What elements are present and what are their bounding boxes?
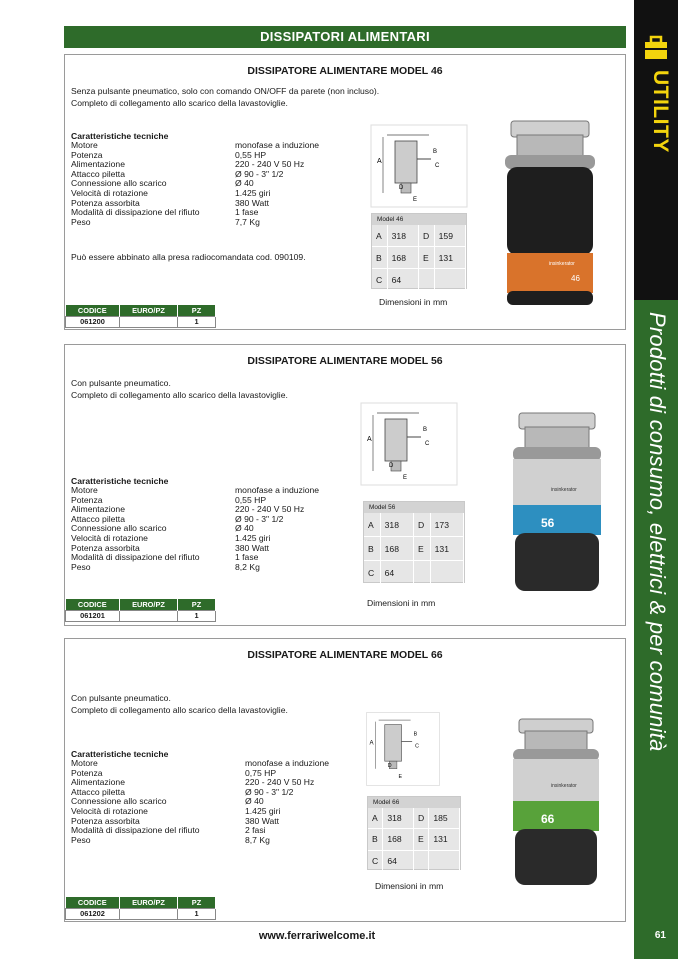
svg-text:C: C	[435, 163, 440, 169]
dimension-caption: Dimensioni in mm	[375, 881, 444, 891]
svg-text:B: B	[433, 149, 438, 155]
specs-title: Caratteristiche tecniche	[71, 131, 169, 141]
spec-value: 220 - 240 V 50 Hz	[235, 159, 305, 170]
svg-text:E: E	[398, 773, 402, 780]
spec-label: Attacco piletta	[71, 786, 125, 797]
specs-title: Caratteristiche tecniche	[71, 476, 169, 486]
spec-label: Attacco piletta	[71, 168, 125, 179]
spec-label: Motore	[71, 140, 98, 150]
col-codice: CODICE	[66, 305, 120, 316]
spec-label: Potenza	[71, 149, 103, 160]
dimension-diagram	[359, 401, 459, 487]
quantity-cell: 1	[178, 908, 216, 919]
dim-e: 131	[435, 247, 466, 269]
code-table	[65, 305, 216, 328]
page-header: DISSIPATORI ALIMENTARI	[64, 26, 626, 48]
spec-label: Velocità di rotazione	[71, 805, 148, 816]
spec-value: Ø 90 - 3" 1/2	[245, 786, 294, 797]
description-line: Senza pulsante pneumatico, solo con comando ON/OFF da parete (non incluso).	[71, 86, 380, 96]
price-cell	[120, 610, 178, 621]
disposer-photo	[495, 115, 605, 311]
spec-value: 380 Watt	[235, 542, 270, 553]
dim-d: 185	[429, 808, 460, 829]
svg-text:D: D	[399, 185, 404, 191]
dimension-diagram	[365, 711, 441, 787]
footer-url[interactable]: www.ferrariwelcome.it	[258, 930, 376, 942]
spec-value: Ø 90 - 3" 1/2	[235, 513, 284, 524]
dimension-table-title: Model 46	[372, 214, 466, 225]
description-line: Con pulsante pneumatico.	[71, 378, 171, 388]
description-line: Con pulsante pneumatico.	[71, 693, 171, 703]
dim-d: 173	[431, 513, 464, 537]
spec-value: monofase a induzione	[235, 140, 320, 150]
svg-text:E: E	[403, 475, 408, 481]
spec-label: Potenza assorbita	[71, 815, 140, 826]
spec-label: Potenza	[71, 494, 103, 505]
dimension-table: Model 56 A 318 D 173 B 168 E 131 C 64	[363, 501, 465, 583]
dim-e: 131	[431, 537, 464, 561]
spec-value: monofase a induzione	[245, 758, 330, 768]
product-description	[71, 377, 288, 401]
dim-c: 64	[381, 561, 414, 585]
dimension-diagram	[369, 123, 469, 209]
svg-text:E: E	[413, 197, 418, 203]
spec-value: 0,75 HP	[245, 767, 277, 778]
code-table	[65, 599, 216, 622]
dimension-table-title: Model 66	[368, 797, 460, 808]
model-badge: 56	[541, 516, 555, 530]
product-title: DISSIPATORE ALIMENTARE MODEL 66	[247, 649, 443, 661]
specs-table	[71, 759, 329, 845]
specs-title: Caratteristiche tecniche	[71, 749, 169, 759]
dim-a: 318	[383, 808, 414, 829]
spec-label: Alimentazione	[71, 777, 125, 788]
dimension-caption: Dimensioni in mm	[379, 297, 448, 307]
dim-b: 168	[383, 829, 414, 850]
spec-label: Motore	[71, 485, 98, 495]
product-code: 061202	[66, 908, 120, 919]
spec-label: Attacco piletta	[71, 513, 125, 524]
spec-value: 2 fasi	[245, 825, 266, 836]
brand-logo: insinkerator	[551, 487, 577, 493]
spec-value: Ø 90 - 3" 1/2	[235, 168, 284, 179]
spec-value: 380 Watt	[245, 815, 280, 826]
svg-text:A: A	[369, 739, 374, 747]
product-code: 061200	[66, 316, 120, 327]
disposer-photo	[505, 715, 607, 891]
spec-label: Alimentazione	[71, 504, 125, 515]
svg-text:C: C	[425, 441, 430, 447]
spec-label: Motore	[71, 758, 98, 768]
spec-label: Connessione allo scarico	[71, 178, 167, 189]
svg-text:C: C	[415, 743, 420, 750]
spec-value: 8,7 Kg	[245, 834, 270, 845]
dimension-caption: Dimensioni in mm	[367, 598, 436, 608]
spec-label: Potenza assorbita	[71, 197, 140, 208]
model-badge: 46	[571, 274, 580, 283]
spec-label: Modalità di dissipazione del rifiuto	[71, 552, 200, 563]
spec-label: Potenza assorbita	[71, 542, 140, 553]
description-line: Completo di collegamento allo scarico della lavastoviglie.	[71, 705, 288, 715]
spec-label: Velocità di rotazione	[71, 187, 148, 198]
spec-value: monofase a induzione	[235, 485, 320, 495]
quantity-cell: 1	[178, 316, 216, 327]
description-line: Completo di collegamento allo scarico della lavastoviglie.	[71, 390, 288, 400]
dim-b: 168	[388, 247, 419, 269]
dim-a: 318	[388, 225, 419, 247]
brand-logo: insinkerator	[551, 783, 577, 789]
spec-label: Velocità di rotazione	[71, 532, 148, 543]
svg-text:A: A	[377, 158, 382, 165]
code-table	[65, 897, 216, 920]
quantity-cell: 1	[178, 610, 216, 621]
spec-value: 1 fase	[235, 552, 259, 563]
col-euro: EURO/PZ	[120, 305, 178, 316]
dim-a: 318	[381, 513, 414, 537]
description-line: Completo di collegamento allo scarico della lavastoviglie.	[71, 98, 288, 108]
dim-b: 168	[381, 537, 414, 561]
spec-value: 0,55 HP	[235, 494, 267, 505]
product-model-56	[64, 344, 626, 626]
col-pz: PZ	[178, 599, 216, 610]
col-codice: CODICE	[66, 897, 120, 908]
col-euro: EURO/PZ	[120, 599, 178, 610]
spec-value: 8,2 Kg	[235, 561, 260, 572]
disposer-photo	[505, 407, 609, 597]
price-cell	[120, 908, 178, 919]
spec-label: Connessione allo scarico	[71, 796, 167, 807]
product-note: Può essere abbinato alla presa radiocomandata cod. 090109.	[71, 252, 306, 262]
dim-c: 64	[388, 269, 419, 291]
svg-text:D: D	[387, 763, 392, 770]
spec-label: Connessione allo scarico	[71, 523, 167, 534]
spec-value: 1.425 giri	[235, 532, 271, 543]
col-pz: PZ	[178, 305, 216, 316]
spec-label: Modalità di dissipazione del rifiuto	[71, 825, 200, 836]
spec-value: Ø 40	[245, 796, 264, 807]
spec-value: 1.425 giri	[245, 805, 281, 816]
dimension-table: Model 66 A 318 D 185 B 168 E 131 C 64	[367, 796, 461, 870]
dimension-table: Model 46 A 318 D 159 B 168 E 131 C 64	[371, 213, 467, 289]
product-model-66	[64, 638, 626, 922]
spec-value: 220 - 240 V 50 Hz	[235, 504, 305, 515]
spec-value: Ø 40	[235, 178, 254, 189]
spec-label: Peso	[71, 834, 91, 845]
svg-text:B: B	[413, 731, 418, 738]
spec-value: 0,55 HP	[235, 149, 267, 160]
spec-value: 220 - 240 V 50 Hz	[245, 777, 315, 788]
specs-table	[71, 486, 319, 572]
col-pz: PZ	[178, 897, 216, 908]
category-label: Prodotti di consumo, elettrici & per comunità	[645, 312, 670, 752]
spec-value: 380 Watt	[235, 197, 270, 208]
dim-c: 64	[383, 851, 414, 872]
dimension-table-title: Model 56	[364, 502, 464, 513]
product-description	[71, 692, 288, 716]
spec-value: 1.425 giri	[235, 187, 271, 198]
product-description	[71, 85, 379, 109]
dim-e: 131	[429, 829, 460, 850]
svg-text:B: B	[423, 427, 428, 433]
svg-text:D: D	[389, 463, 394, 469]
specs-table	[71, 141, 319, 227]
spec-value: Ø 40	[235, 523, 254, 534]
price-cell	[120, 316, 178, 327]
product-model-46	[64, 54, 626, 330]
spec-label: Peso	[71, 561, 91, 572]
spec-label: Alimentazione	[71, 159, 125, 170]
spec-label: Modalità di dissipazione del rifiuto	[71, 207, 200, 218]
model-badge: 66	[541, 812, 555, 826]
product-title: DISSIPATORE ALIMENTARE MODEL 46	[247, 65, 443, 77]
svg-text:A: A	[367, 436, 372, 443]
page-number: 61	[654, 930, 666, 941]
spec-label: Potenza	[71, 767, 103, 778]
col-euro: EURO/PZ	[120, 897, 178, 908]
product-code: 061201	[66, 610, 120, 621]
toolbox-icon	[642, 34, 670, 62]
spec-value: 7,7 Kg	[235, 216, 260, 227]
spec-label: Peso	[71, 216, 91, 227]
col-codice: CODICE	[66, 599, 120, 610]
spec-value: 1 fase	[235, 207, 259, 218]
dim-d: 159	[435, 225, 466, 247]
utility-label: UTILITY	[649, 70, 672, 153]
product-title: DISSIPATORE ALIMENTARE MODEL 56	[247, 355, 443, 367]
brand-logo: insinkerator	[549, 261, 575, 267]
